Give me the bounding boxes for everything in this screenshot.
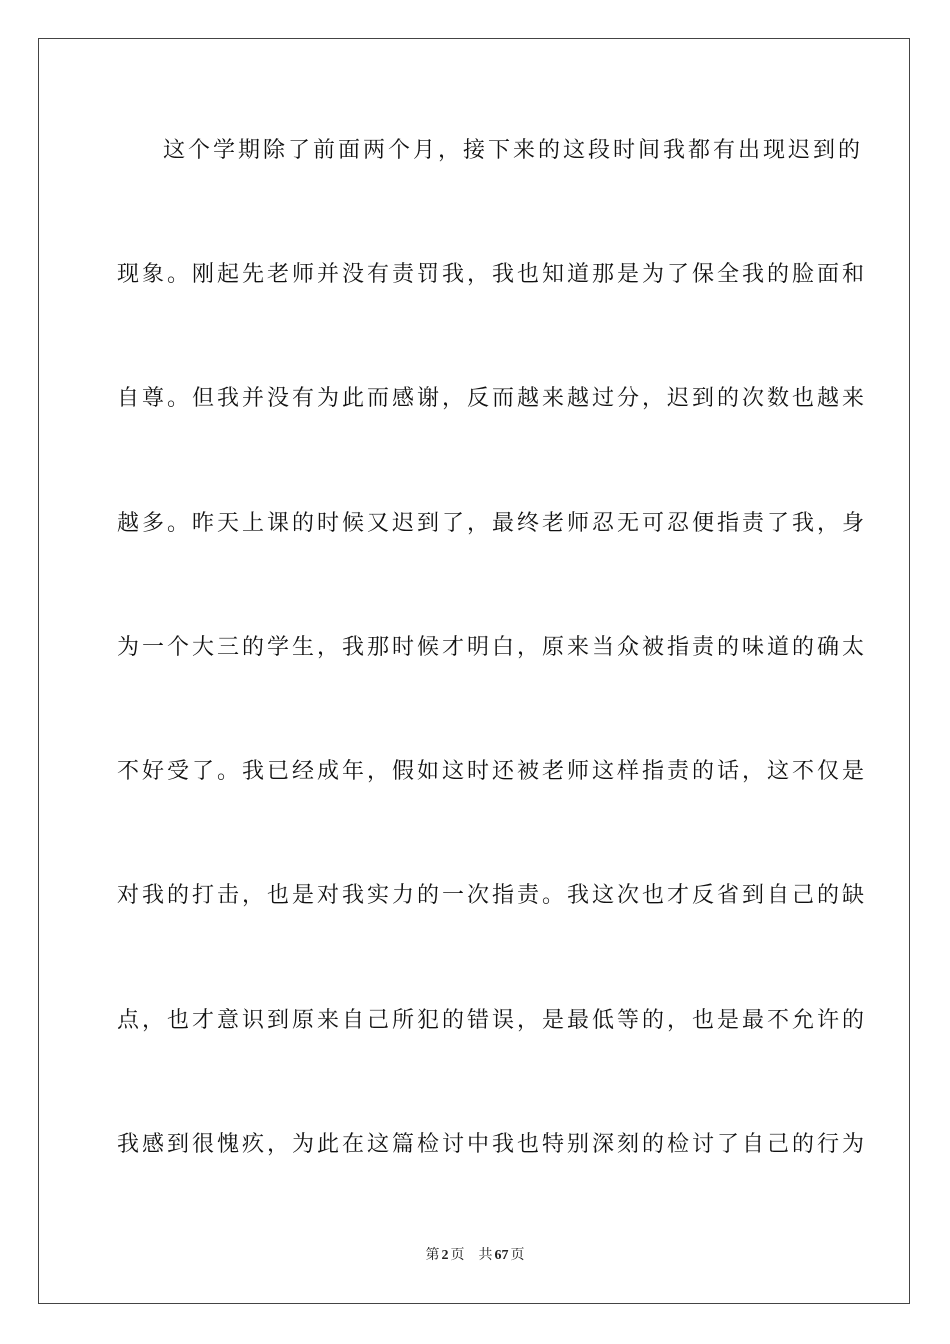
paragraph-line: 点，也才意识到原来自己所犯的错误，是最低等的，也是最不允许的 bbox=[117, 1008, 868, 1033]
page-label-prefix: 第 bbox=[425, 1247, 440, 1263]
total-label-prefix: 共 bbox=[478, 1247, 493, 1263]
paragraph-line: 自尊。但我并没有为此而感谢，反而越来越过分，迟到的次数也越来 bbox=[117, 386, 868, 411]
paragraph-line: 现象。刚起先老师并没有责罚我，我也知道那是为了保全我的脸面和 bbox=[117, 262, 868, 287]
page-label-suffix: 页 bbox=[450, 1247, 465, 1263]
paragraph-line: 对我的打击，也是对我实力的一次指责。我这次也才反省到自己的缺 bbox=[117, 883, 868, 908]
total-pages: 67 bbox=[494, 1248, 509, 1263]
page-border bbox=[38, 38, 910, 1304]
paragraph-line: 我感到很愧疚，为此在这篇检讨中我也特别深刻的检讨了自己的行为 bbox=[117, 1132, 868, 1157]
paragraph-line: 越多。昨天上课的时候又迟到了，最终老师忍无可忍便指责了我，身 bbox=[117, 511, 868, 536]
paragraph-line: 为一个大三的学生，我那时候才明白，原来当众被指责的味道的确太 bbox=[117, 635, 868, 660]
paragraph-line: 不好受了。我已经成年，假如这时还被老师这样指责的话，这不仅是 bbox=[117, 759, 868, 784]
page-number: 2 bbox=[441, 1248, 449, 1263]
paragraph-line: 这个学期除了前面两个月，接下来的这段时间我都有出现迟到的 bbox=[163, 138, 864, 163]
page-footer bbox=[0, 1246, 950, 1265]
total-label-suffix: 页 bbox=[510, 1247, 525, 1263]
